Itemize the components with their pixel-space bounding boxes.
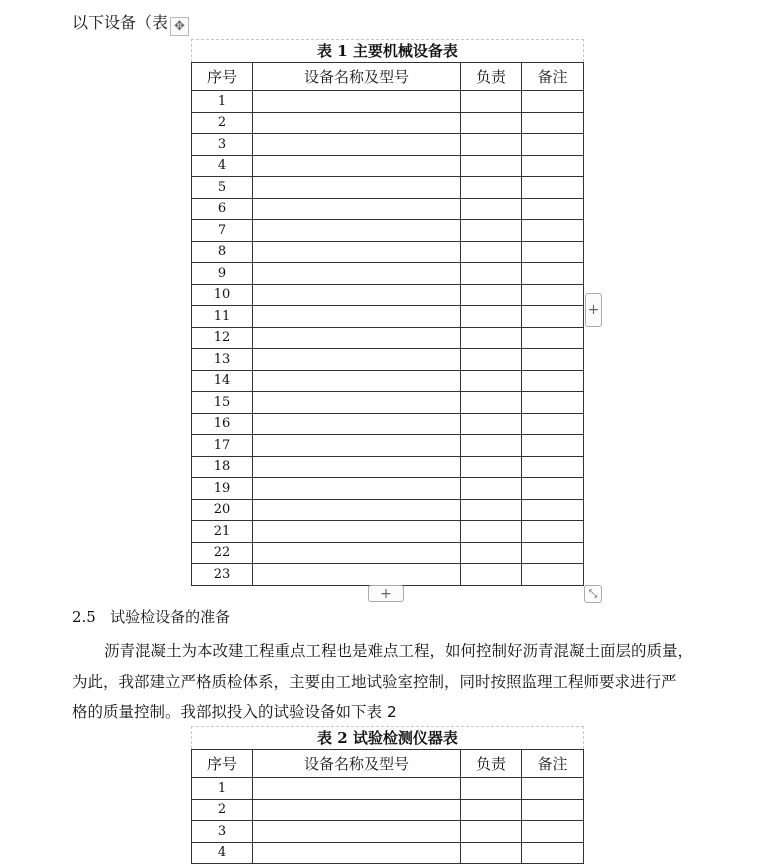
table-row	[192, 177, 584, 199]
cell-index[interactable]: 23	[192, 564, 253, 586]
table-row	[192, 778, 584, 800]
table-row	[192, 392, 584, 414]
cell-index[interactable]: 2	[192, 799, 253, 821]
cell-responsible[interactable]	[461, 521, 522, 543]
cell-responsible[interactable]	[461, 499, 522, 521]
table-row	[192, 112, 584, 134]
cell-index[interactable]: 7	[192, 220, 253, 242]
cell-remarks[interactable]	[522, 499, 584, 521]
cell-responsible[interactable]	[461, 241, 522, 263]
cell-equipment-name[interactable]	[253, 112, 461, 134]
header-responsible: 负责	[461, 63, 522, 91]
table-row	[192, 134, 584, 156]
header-index: 序号	[192, 63, 253, 91]
cell-remarks[interactable]	[522, 521, 584, 543]
table-row	[192, 478, 584, 500]
cell-responsible[interactable]	[461, 327, 522, 349]
cell-responsible[interactable]	[461, 478, 522, 500]
table-row	[192, 564, 584, 586]
cell-remarks[interactable]	[522, 220, 584, 242]
add-row-button[interactable]	[368, 585, 404, 602]
cell-index[interactable]: 14	[192, 370, 253, 392]
cell-equipment-name[interactable]	[253, 821, 461, 843]
cell-responsible[interactable]	[461, 821, 522, 843]
cell-remarks[interactable]	[522, 177, 584, 199]
cell-index[interactable]: 11	[192, 306, 253, 328]
cell-index[interactable]: 10	[192, 284, 253, 306]
cell-equipment-name[interactable]	[253, 327, 461, 349]
cell-responsible[interactable]	[461, 456, 522, 478]
cell-index[interactable]: 21	[192, 521, 253, 543]
cell-equipment-name[interactable]	[253, 413, 461, 435]
cell-responsible[interactable]	[461, 542, 522, 564]
cell-equipment-name[interactable]	[253, 349, 461, 371]
cell-equipment-name[interactable]	[253, 263, 461, 285]
table-row	[192, 456, 584, 478]
cell-equipment-name[interactable]	[253, 842, 461, 864]
cell-responsible[interactable]	[461, 284, 522, 306]
cell-equipment-name[interactable]	[253, 198, 461, 220]
cell-index[interactable]: 5	[192, 177, 253, 199]
table1-header-row	[192, 63, 584, 91]
cell-responsible[interactable]	[461, 91, 522, 113]
table2-container	[191, 726, 584, 864]
cell-responsible[interactable]	[461, 370, 522, 392]
plus-icon: +	[380, 585, 392, 602]
plus-icon: +	[587, 302, 600, 318]
table-row	[192, 435, 584, 457]
cell-remarks[interactable]	[522, 392, 584, 414]
table-row	[192, 370, 584, 392]
cell-equipment-name[interactable]	[253, 542, 461, 564]
cell-remarks[interactable]	[522, 435, 584, 457]
cell-responsible[interactable]	[461, 306, 522, 328]
cell-equipment-name[interactable]	[253, 177, 461, 199]
cell-index[interactable]: 9	[192, 263, 253, 285]
table1-caption: 表 1 主要机械设备表	[317, 42, 458, 60]
cell-remarks[interactable]	[522, 263, 584, 285]
cell-responsible[interactable]	[461, 435, 522, 457]
table2-caption: 表 2 试验检测仪器表	[317, 729, 458, 747]
cell-index[interactable]: 13	[192, 349, 253, 371]
cell-remarks[interactable]	[522, 478, 584, 500]
resize-table-button[interactable]	[584, 585, 602, 603]
table-row	[192, 284, 584, 306]
cell-remarks[interactable]	[522, 456, 584, 478]
table-row	[192, 220, 584, 242]
header-index: 序号	[192, 750, 253, 778]
cell-remarks[interactable]	[522, 349, 584, 371]
table-row	[192, 241, 584, 263]
cell-responsible[interactable]	[461, 392, 522, 414]
cell-remarks[interactable]	[522, 413, 584, 435]
cell-index[interactable]: 15	[192, 392, 253, 414]
cell-index[interactable]: 19	[192, 478, 253, 500]
header-equipment-name: 设备名称及型号	[253, 63, 461, 91]
table-row	[192, 306, 584, 328]
cell-responsible[interactable]	[461, 799, 522, 821]
table-row	[192, 413, 584, 435]
cell-responsible[interactable]	[461, 842, 522, 864]
header-equipment-name: 设备名称及型号	[253, 750, 461, 778]
cell-equipment-name[interactable]	[253, 456, 461, 478]
cell-remarks[interactable]	[522, 91, 584, 113]
cell-responsible[interactable]	[461, 112, 522, 134]
cell-equipment-name[interactable]	[253, 241, 461, 263]
cell-index[interactable]: 18	[192, 456, 253, 478]
table1-container	[191, 39, 584, 586]
cell-equipment-name[interactable]	[253, 799, 461, 821]
cell-remarks[interactable]	[522, 112, 584, 134]
cell-responsible[interactable]	[461, 155, 522, 177]
cell-remarks[interactable]	[522, 134, 584, 156]
cell-responsible[interactable]	[461, 198, 522, 220]
cell-responsible[interactable]	[461, 778, 522, 800]
table-row	[192, 499, 584, 521]
cell-equipment-name[interactable]	[253, 91, 461, 113]
table-row	[192, 842, 584, 864]
move-arrows-icon[interactable]: ✥	[170, 17, 189, 36]
cell-responsible[interactable]	[461, 220, 522, 242]
table1	[191, 62, 584, 586]
table-row	[192, 91, 584, 113]
table-row	[192, 327, 584, 349]
table-row	[192, 155, 584, 177]
paragraph-line: 为此，我部建立严格质检体系，主要由工地试验室控制，同时按照监理工程师要求进行严	[72, 672, 677, 691]
table-row	[192, 521, 584, 543]
cell-remarks[interactable]	[522, 327, 584, 349]
body-paragraph	[72, 636, 712, 728]
cell-remarks[interactable]	[522, 306, 584, 328]
cell-equipment-name[interactable]	[253, 306, 461, 328]
cell-equipment-name[interactable]	[253, 435, 461, 457]
cell-index[interactable]: 12	[192, 327, 253, 349]
cell-responsible[interactable]	[461, 177, 522, 199]
cell-equipment-name[interactable]	[253, 521, 461, 543]
table-row	[192, 542, 584, 564]
paragraph-line: 格的质量控制。我部拟投入的试验设备如下表 2	[72, 703, 397, 721]
cell-equipment-name[interactable]	[253, 370, 461, 392]
cell-equipment-name[interactable]	[253, 284, 461, 306]
table-row	[192, 799, 584, 821]
paragraph-line: 沥青混凝土为本改建工程重点工程也是难点工程，如何控制好沥青混凝土面层的质量，	[104, 642, 694, 660]
cell-remarks[interactable]	[522, 155, 584, 177]
cell-remarks[interactable]	[522, 778, 584, 800]
header-remarks: 备注	[522, 750, 584, 778]
cell-index[interactable]: 6	[192, 198, 253, 220]
cell-index[interactable]: 2	[192, 112, 253, 134]
table-row	[192, 349, 584, 371]
cell-index[interactable]: 1	[192, 778, 253, 800]
table-row	[192, 821, 584, 843]
cell-remarks[interactable]	[522, 821, 584, 843]
cell-index[interactable]: 17	[192, 435, 253, 457]
cell-remarks[interactable]	[522, 542, 584, 564]
cell-responsible[interactable]	[461, 134, 522, 156]
header-remarks: 备注	[522, 63, 584, 91]
cell-responsible[interactable]	[461, 263, 522, 285]
cell-equipment-name[interactable]	[253, 478, 461, 500]
cell-equipment-name[interactable]	[253, 564, 461, 586]
cell-remarks[interactable]	[522, 198, 584, 220]
cell-equipment-name[interactable]	[253, 220, 461, 242]
cell-responsible[interactable]	[461, 349, 522, 371]
cell-responsible[interactable]	[461, 413, 522, 435]
resize-diagonal-icon: ⤡	[588, 587, 598, 600]
cell-index[interactable]: 4	[192, 155, 253, 177]
table2-header-row	[192, 750, 584, 778]
cell-responsible[interactable]	[461, 564, 522, 586]
intro-text: 以下设备（表	[72, 13, 169, 32]
cell-remarks[interactable]	[522, 799, 584, 821]
add-column-button[interactable]	[585, 293, 602, 327]
cell-remarks[interactable]	[522, 284, 584, 306]
cell-equipment-name[interactable]	[253, 134, 461, 156]
table-row	[192, 198, 584, 220]
cell-equipment-name[interactable]	[253, 499, 461, 521]
cell-index[interactable]: 1	[192, 91, 253, 113]
cell-index[interactable]: 3	[192, 821, 253, 843]
table-row	[192, 263, 584, 285]
cell-index[interactable]: 3	[192, 134, 253, 156]
cell-equipment-name[interactable]	[253, 155, 461, 177]
cell-index[interactable]: 16	[192, 413, 253, 435]
cell-index[interactable]: 20	[192, 499, 253, 521]
cell-remarks[interactable]	[522, 842, 584, 864]
cell-index[interactable]: 4	[192, 842, 253, 864]
section-heading: 2.5 试验检设备的准备	[72, 608, 231, 626]
table2	[191, 749, 584, 864]
cell-remarks[interactable]	[522, 370, 584, 392]
cell-remarks[interactable]	[522, 241, 584, 263]
cell-index[interactable]: 8	[192, 241, 253, 263]
header-responsible: 负责	[461, 750, 522, 778]
cell-index[interactable]: 22	[192, 542, 253, 564]
cell-equipment-name[interactable]	[253, 392, 461, 414]
cell-equipment-name[interactable]	[253, 778, 461, 800]
cell-remarks[interactable]	[522, 564, 584, 586]
